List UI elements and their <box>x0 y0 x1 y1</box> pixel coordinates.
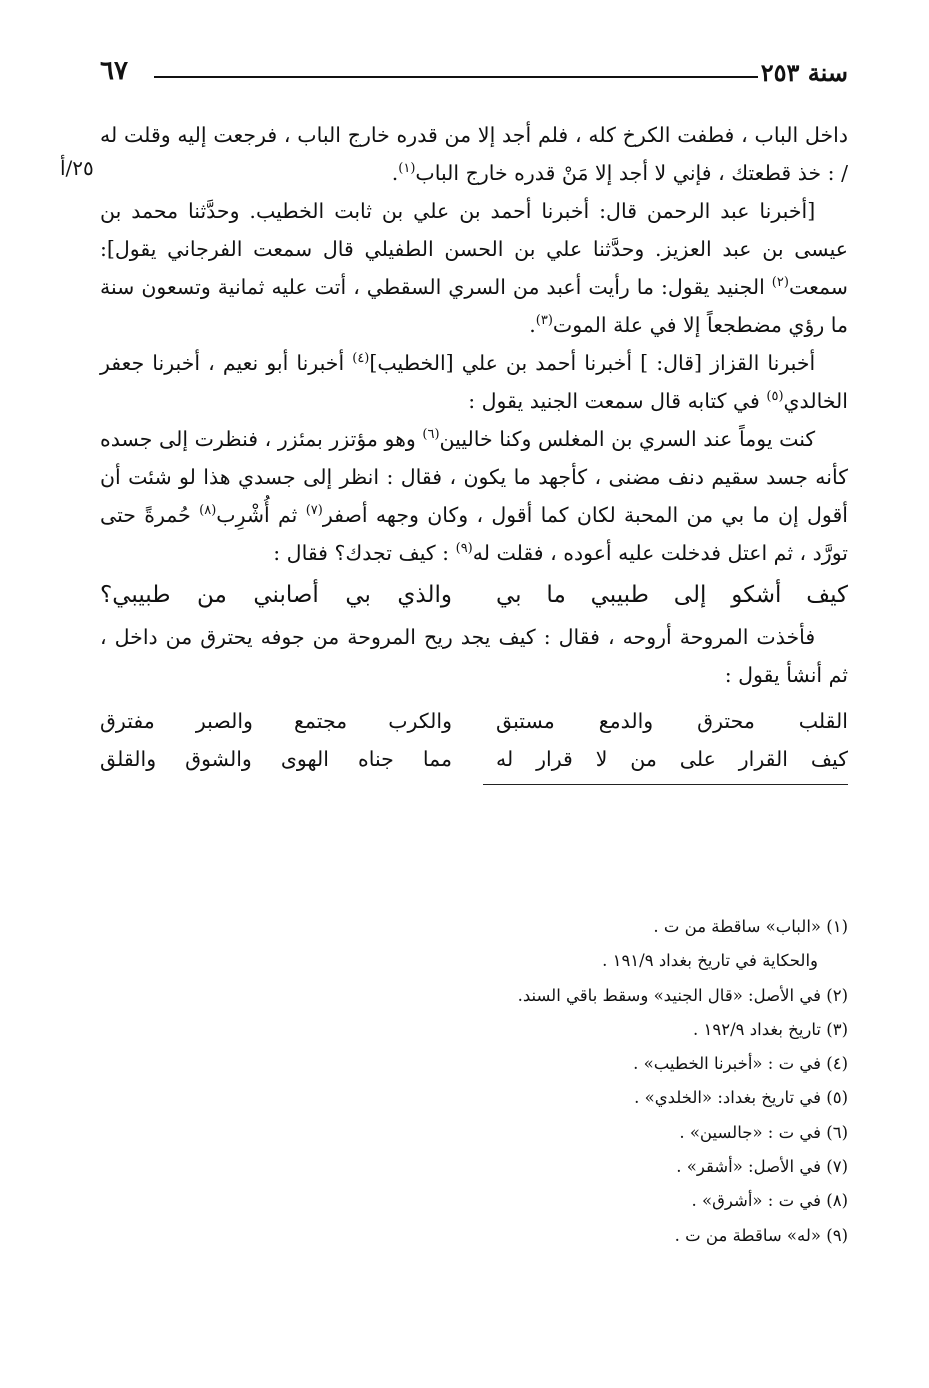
footnote-separator <box>483 784 848 785</box>
verse-line-2 <box>100 702 848 740</box>
paragraph-3 <box>100 344 848 420</box>
verse-hemistich: والذي بي أصابني من طبيبي؟ <box>100 582 452 608</box>
footnote-ref: (٩) <box>455 541 473 556</box>
footnote: (٥) في تاريخ بغداد: «الخلدي» . <box>634 1088 848 1108</box>
footnote: (٧) في الأصل: «أشقر» . <box>676 1157 848 1177</box>
text-segment: الجنيد يقول: ما رأيت أعبد من السري السقطي ، أتت عليه ثمانية وتسعون سنة ما رؤي مضطجعاً إلا في علة الموت <box>100 275 848 337</box>
text-segment: حُمرةً حتى تورَّد ، ثم اعتل فدخلت عليه أعوده ، فقلت له <box>100 503 848 565</box>
paragraph-1: داخل الباب ، فطفت الكرخ كله ، فلم أجد إلا من قدره خارج الباب ، فرجعت إليه وقلت له / : خذ قطعتك ، فإني لا أجد إلا مَنْ قدره خارج الباب$^{(١)}$. <box>100 123 848 185</box>
verse-hemistich: كيف أشكو إلى طبيبي ما بي <box>496 582 848 608</box>
paragraph-2: [أخبرنا عبد الرحمن قال: أخبرنا أحمد بن علي بن ثابت الخطيب. وحدَّثنا محمد بن عيسى بن عبد العزيز. وحدَّثنا علي بن الحسن الطفيلي قال سمعت الفرجاني يقول]: سمعت$^{(٢)}$ الجنيد يقول: ما رأيت أعبد من السري السقطي ، أتت عليه ثمانية وتسعون سنة ما رؤي مضطجعاً إلا في علة الموت$^{(٣)}$. <box>100 199 848 337</box>
verse-hemistich: مما جناه الهوى والشوق والقلق <box>100 747 452 771</box>
footnote-ref: (٢) <box>771 275 789 290</box>
text-segment: وهو مؤتزر بمئزر ، فنظرت إلى جسده كأنه جسد سقيم دنف مضنى ، كأجهد ما يكون ، فقال : انظر إلى جسدي هذا لو شئت أن أقول إن ما بي من المحبة لكان كما أقول ، وكان وجهه أصفر <box>100 427 849 527</box>
footnote-ref: (٤) <box>352 351 370 366</box>
footnote-ref: (٦) <box>422 427 440 442</box>
footnote-ref: (٣) <box>535 313 553 328</box>
text-segment: كنت يوماً عند السري بن المغلس وكنا خاليين <box>439 427 816 451</box>
header-year: سنة ٢٥٣ <box>760 58 848 87</box>
footnote: والحكاية في تاريخ بغداد ١٩١/٩ . <box>602 951 818 971</box>
folio-margin-mark: ٢٥/أ <box>60 156 94 180</box>
text-segment: ثم أُشْرِب <box>216 503 306 527</box>
header-rule <box>154 76 758 78</box>
footnote-ref: (٥) <box>766 389 784 404</box>
paragraph-5 <box>100 618 848 694</box>
verse-hemistich: والكرب مجتمع والصبر مفترق <box>100 709 452 733</box>
paragraph-4 <box>100 420 848 572</box>
footnote-ref: (٧) <box>305 503 323 518</box>
footnote: (٦) في ت : «جالسين» . <box>679 1122 848 1142</box>
footnote: (٩) «له» ساقطة من ت . <box>674 1225 848 1245</box>
footnote: (٤) في ت : «أخبرنا الخطيب» . <box>633 1054 848 1074</box>
footnote: (٨) في ت : «أشرق» . <box>691 1191 848 1211</box>
text-segment: أخبرنا القزاز [قال: ] أخبرنا أحمد بن علي [الخطيب] <box>369 351 816 375</box>
footnote: (١) «الباب» ساقطة من ت . <box>653 917 848 936</box>
text-line: داخل الباب ، فطفت الكرخ كله ، فلم أجد إلا من قدره خارج الباب ، فرجعت إليه وقلت <box>124 123 848 147</box>
text-segment: في كتابه قال سمعت الجنيد يقول : <box>468 389 767 413</box>
text-segment: : كيف تجدك؟ فقال : <box>273 541 456 565</box>
footnote-ref: (٨) <box>199 503 217 518</box>
footnote-ref: (١) <box>398 161 416 176</box>
verse-hemistich: كيف القرار على من لا قرار له <box>496 747 848 771</box>
text-segment: فأخذت المروحة أروحه ، فقال : كيف يجد ريح المروحة من جوفه يحترق من داخل ، ثم أنشأ يقول : <box>100 625 848 687</box>
text-segment: [أخبرنا عبد الرحمن قال: أخبرنا أحمد بن علي بن ثابت الخطيب. وحدَّثنا محمد بن عيسى بن عبد العزيز. وحدَّثنا علي بن الحسن الطفيلي قال سمعت الفرجاني يقول]: سمعت <box>100 199 848 299</box>
text-line: له / : خذ قطعتك ، فإني لا أجد إلا مَنْ قدره خارج الباب <box>100 123 848 185</box>
footnote: (٢) في الأصل: «قال الجنيد» وسقط باقي السند. <box>517 985 848 1005</box>
main-text <box>100 116 848 795</box>
page-number: ٦٧ <box>100 56 128 86</box>
verse-hemistich: القلب محترق والدمع مستبق <box>496 709 848 733</box>
page-header <box>100 56 848 96</box>
verse-line-1 <box>100 572 848 618</box>
text-segment: أخبرنا أبو نعيم ، أخبرنا جعفر الخالدي <box>100 351 848 413</box>
verse-line-3 <box>100 740 848 778</box>
footnote: (٣) تاريخ بغداد ١٩٢/٩ . <box>693 1019 848 1039</box>
footnotes <box>100 910 848 1253</box>
